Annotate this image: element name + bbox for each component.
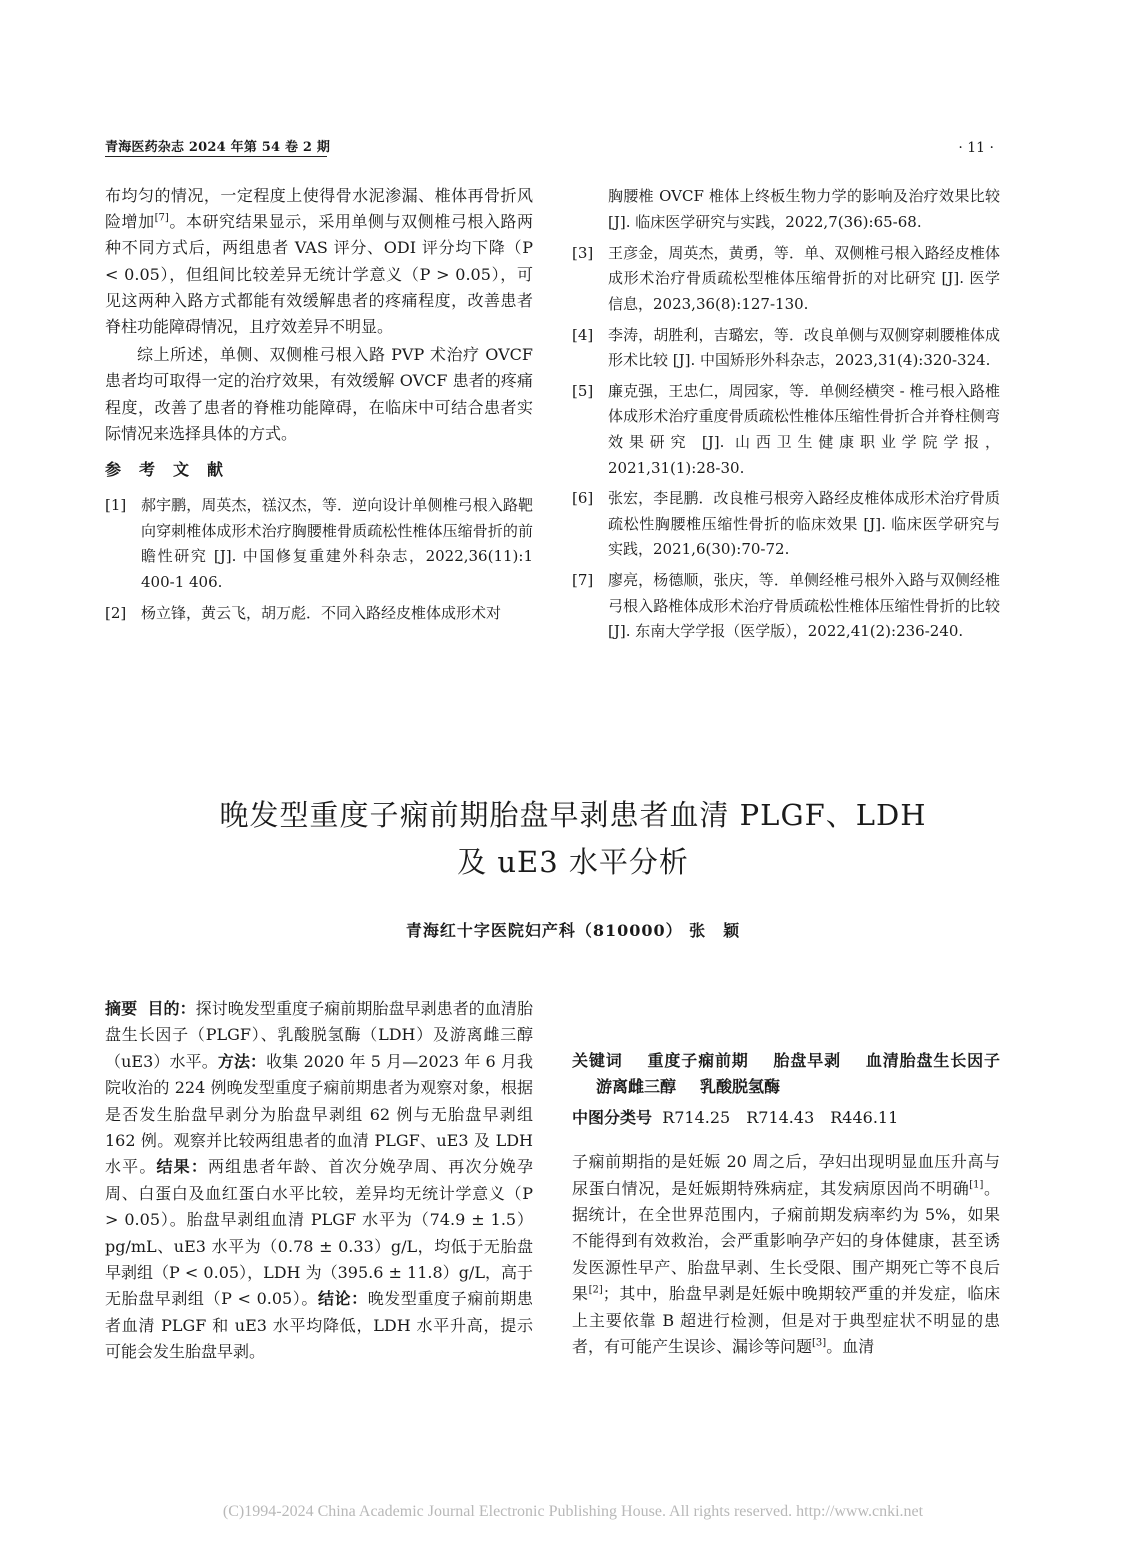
conclusion-text: 晚发型重度子痫前期患者血清 PLGF 和 uE3 水平均降低，LDH 水平升高，提示可能会发生胎盘早剥。 [105,1289,533,1362]
reference-item: [5] 廉克强，王忠仁，周园家，等．单侧经横突 - 椎弓根入路椎体成形术治疗重度骨质疏松性椎体压缩性骨折合并脊柱侧弯效果研究 [J]. 山西卫生健康职业学院学报，2021,31(1):28-30. [572,381,1000,477]
references-heading: 参考文献 [105,460,242,480]
author-affiliation: 青海红十字医院妇产科（810000） 张 颖 [405,921,741,940]
reference-item: [3] 王彦金，周英杰，黄勇，等．单、双侧椎弓根入路经皮椎体成形术治疗骨质疏松型椎体压缩骨折的对比研究 [J]. 医学信息，2023,36(8):127-130. [572,243,1000,313]
keywords-label: 关键词 [572,1051,623,1070]
method-label: 方法： [217,1051,267,1071]
abstract [105,996,533,1366]
keyword: 胎盘早剥 [772,1051,842,1070]
abstract-right-column [572,1048,1000,1360]
article-title [0,792,1146,886]
abstract-left-column [105,996,533,1366]
result-label: 结果： [156,1157,208,1177]
reference-item: [1] 郝宇鹏，周英杰，禚汉杰，等．逆向设计单侧椎弓根入路靶向穿刺椎体成形术治疗胸腰椎骨质疏松性椎体压缩骨折的前瞻性研究 [J]. 中国修复重建外科杂志，2022,36(11):1 400-1 406. [105,496,533,592]
keyword: 乳酸脱氢酶 [700,1077,781,1097]
article-title-line-1: 晚发型重度子痫前期胎盘早剥患者血清 PLGF、LDH [219,798,927,832]
reference-continuation: 胸腰椎 OVCF 椎体上终板生物力学的影响及治疗效果比较 [J]. 临床医学研究与实践，2022,7(36):65-68. [608,187,1000,232]
keyword: 游离雌三醇 [596,1077,677,1097]
result-text: 两组患者年龄、首次分娩孕周、再次分娩孕周、白蛋白及血红蛋白水平比较，差异均无统计学意义（P > 0.05）。胎盘早剥组血清 PLGF 水平为（74.9 ± 1.5）pg/mL、uE3 水平为（0.78 ± 0.33）g/L，均低于无胎盘早剥组（P < 0.05），LDH 为（395.6 ± 11.8）g/L，高于无胎盘早剥组（P < 0.05）。 [105,1157,533,1309]
citation: [1] [969,1179,984,1191]
reference-item: [7] 廖亮，杨德顺，张庆，等．单侧经椎弓根外入路与双侧经椎弓根入路椎体成形术治疗骨质疏松性椎体压缩性骨折的比较 [J]. 东南大学学报（医学版），2022,41(2):236-240. [572,570,1000,641]
keywords [572,1048,1000,1101]
prev-paragraph-2: 综上所述，单侧、双侧椎弓根入路 PVP 术治疗 OVCF 患者均可取得一定的治疗效果，有效缓解 OVCF 患者的疼痛程度，改善了患者的脊椎功能障碍，在临床中可结合患者实际情况来选择具体的方式。 [105,345,533,443]
citation: [2] [588,1284,603,1296]
method-text: 收集 2020 年 5 月—2023 年 6 月我院收治的 224 例晚发型重度子痫前期患者为观察对象，根据是否发生胎盘早剥分为胎盘早剥组 62 例与无胎盘早剥组 162 例。观察并比较两组患者的血清 PLGF、uE3 及 LDH 水平。 [105,1051,533,1177]
prev-paragraph-1: 布均匀的情况，一定程度上使得骨水泥渗漏、椎体再骨折风险增加[7]。本研究结果显示，采用单侧与双侧椎弓根入路两种不同方式后，两组患者 VAS 评分、ODI 评分均下降（P < 0.05），但组间比较差异无统计学意义（P > 0.05），可见这两种入路方式都能有效缓解患者的疼痛程度，改善患者脊柱功能障碍情况，且疗效差异不明显。 [105,186,533,337]
citation: [3] [812,1337,827,1349]
citation: [7] [154,212,169,224]
prev-article-left-column [105,183,533,631]
journal-header: 青海医药杂志 2024 年第 54 卷 2 期 [105,140,331,155]
conclusion-label: 结论： [317,1289,368,1309]
intro-paragraph: 子痫前期指的是妊娠 20 周之后，孕妇出现明显血压升高与尿蛋白情况，是妊娠期特殊病症，其发病原因尚不明确[1]。据统计，在全世界范围内，子痫前期发病率约为 5%，如果不能得到有效救治，会严重影响孕产妇的身体健康，甚至诱发医源性早产、胎盘早剥、生长受限、围产期死亡等不良后果[2]；其中，胎盘早剥是妊娠中晚期较严重的并发症，临床上主要依靠 B 超进行检测，但是对于典型症状不明显的患者，有可能产生误诊、漏诊等问题[3]。血清 [572,1152,1000,1357]
classification [572,1105,1000,1131]
reference-item: [6] 张宏，李昆鹏．改良椎弓根旁入路经皮椎体成形术治疗骨质疏松性胸腰椎压缩性骨折的临床效果 [J]. 临床医学研究与实践，2021,6(30):70-72. [572,489,1000,559]
reference-item: [4] 李涛，胡胜利，吉璐宏，等．改良单侧与双侧穿刺腰椎体成形术比较 [J]. 中国矫形外科杂志，2023,31(4):320-324. [572,325,1000,370]
aim-text: 探讨晚发型重度子痫前期胎盘早剥患者的血清胎盘生长因子（PLGF）、乳酸脱氢酶（LDH）及游离雌三醇（uE3）水平。 [105,999,533,1071]
abstract-label: 摘要 [105,999,138,1018]
copyright-footer: (C)1994-2024 China Academic Journal Electronic Publishing House. All rights reserved. http://www.cnki.net [222,1503,924,1520]
classification-codes: R714.25 R714.43 R446.11 [662,1107,899,1127]
reference-item: [2] 杨立锋，黄云飞，胡万彪．不同入路经皮椎体成形术对 [105,603,502,622]
prev-article-right-column [572,183,1000,650]
page-number: · 11 · [958,140,994,156]
keyword: 血清胎盘生长因子 [865,1051,1000,1070]
header-rule [105,156,327,157]
keyword: 重度子痫前期 [646,1051,749,1070]
article-title-line-2: 及 uE3 水平分析 [457,845,689,879]
classification-label: 中图分类号 [572,1107,653,1127]
aim-label: 目的： [147,999,196,1018]
